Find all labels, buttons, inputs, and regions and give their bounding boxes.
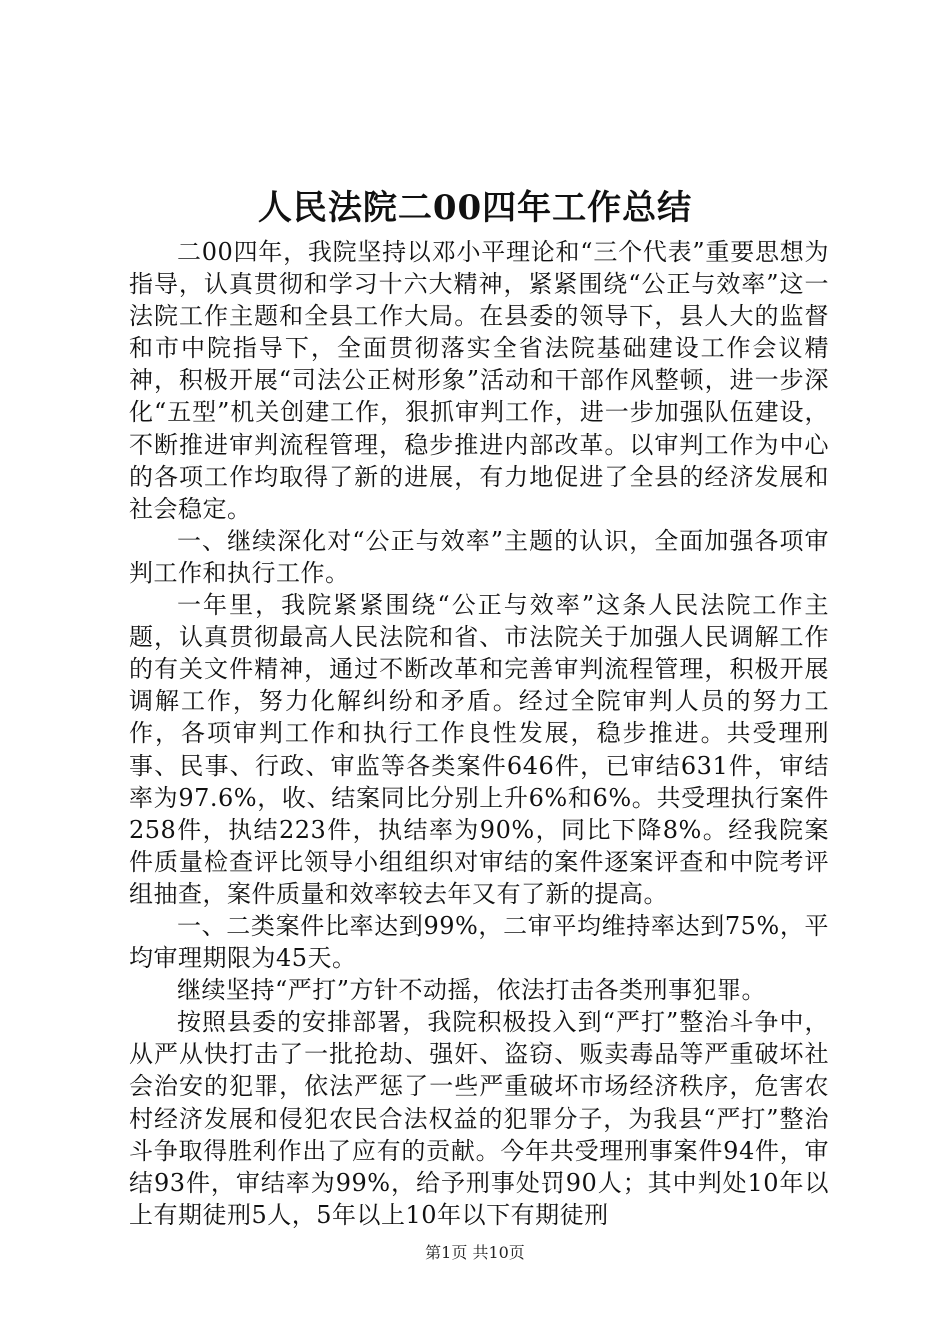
paragraph-section-heading-1: 一、继续深化对“公正与效率”主题的认识，全面加强各项审判工作和执行工作。 — [129, 526, 829, 587]
paragraph-case-rates: 一、二类案件比率达到99%，二审平均维持率达到75%，平均审理期限为45天。 — [129, 911, 829, 973]
page-footer: 第1页 共10页 — [425, 1243, 525, 1262]
paragraph-trial-work: 一年里，我院紧紧围绕“公正与效率”这条人民法院工作主题，认真贯彻最高人民法院和省、市法院关于加强人民调解工作的有关文件精神，通过不断改革和完善审判流程管理，积极开展调解工作，努力化解纠纷和矛盾。经过全院审判人员的努力工作，各项审判工作和执行工作良性发展，稳步推进。共受理刑事、民事、行政、审监等各类案件646件，已审结631件，审结率为97.6%，收、结案同比分别上升6%和6%。共受理执行案件258件，执结223件，执结率为90%，同比下降8%。经我院案件质量检查评比领导小组组织对审结的案件逐案评查和中院考评组抽查，案件质量和效率较去年又有了新的提高。 — [129, 591, 829, 908]
paragraph-strike-hard-heading: 继续坚持“严打”方针不动摇，依法打击各类刑事犯罪。 — [177, 976, 767, 1005]
paragraph-intro: 二00四年，我院坚持以邓小平理论和“三个代表”重要思想为指导，认真贯彻和学习十六大精神，紧紧围绕“公正与效率”这一法院工作主题和全县工作大局。在县委的领导下，县人大的监督和市中院指导下，全面贯彻落实全省法院基础建设工作会议精神，积极开展“司法公正树形象”活动和干部作风整顿，进一步深化“五型”机关创建工作，狠抓审判工作，进一步加强队伍建设，不断推进审判流程管理，稳步推进内部改革。以审判工作为中心的各项工作均取得了新的进展，有力地促进了全县的经济发展和社会稳定。 — [129, 238, 829, 523]
paragraph-strike-hard: 按照县委的安排部署，我院积极投入到“严打”整治斗争中，从严从快打击了一批抢劫、强奸、盗窃、贩卖毒品等严重破坏社会治安的犯罪，依法严惩了一些严重破坏市场经济秩序，危害农村经济发展和侵犯农民合法权益的犯罪分子，为我县“严打”整治斗争取得胜利作出了应有的贡献。今年共受理刑事案件94件，审结93件，审结率为99%，给予刑事处罚90人；其中判处10年以上有期徒刑5人，5年以上10年以下有期徒刑 — [129, 1008, 829, 1229]
document-title: 人民法院二00四年工作总结 — [257, 188, 693, 228]
document-body — [129, 236, 829, 1231]
